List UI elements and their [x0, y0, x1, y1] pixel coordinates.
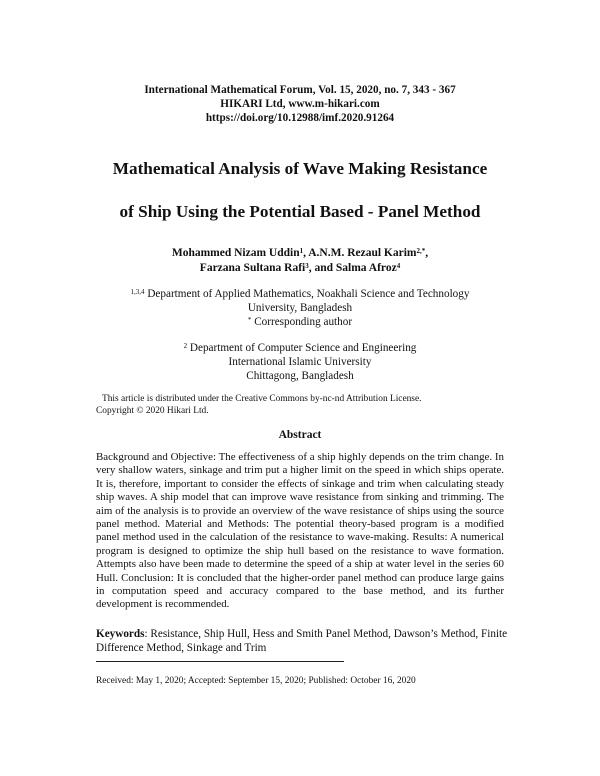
abstract-bg-text: : The effectiveness of a ship highly depends on the trim change. In very shallow waters, sinkage and trim put a higher limit on the speed in which ships operate. It is, therefore, important to consider the effects of sinkage and trim when calculating steady ship waves. A ship model that can improve wave resistance from sinking and trimming. The aim of the analysis is to provide an overview of the wave resistance of ships using the source panel method. Material and Methods — [96, 451, 504, 531]
abstract-results-text: : A numerical program is designed to optimize the ship hull based on the resistance to wave formation. Attempts also have been made to determine the speed of a ship at water level in the series 60 Hull. Conclusion — [96, 531, 504, 584]
affiliation-1-university: University, Bangladesh — [247, 302, 353, 314]
affiliation-2-line-1 — [0, 341, 600, 355]
affiliation-1-line-1 — [0, 287, 600, 301]
abstract-heading: Abstract — [278, 429, 322, 441]
corresponding-author-label: Corresponding author — [251, 316, 353, 328]
affiliation-2-dept: Department of Computer Science and Engineering — [187, 342, 417, 354]
author-name: Mohammed Nizam Uddin — [171, 247, 300, 259]
affiliation-2-location: Chittagong, Bangladesh — [246, 370, 354, 382]
affiliation-sup: 2 — [183, 342, 188, 350]
keywords-text: : Resistance, Ship Hull, Hess and Smith Panel Method, Dawson’s Method, Finite Difference Method, Sinkage and Trim — [96, 628, 508, 654]
license-text: This article is distributed under the Creative Commons by-nc-nd Attribution License. — [102, 394, 422, 404]
received-dates: Received: May 1, 2020; Accepted: September 15, 2020; Published: October 16, 2020 — [96, 676, 416, 686]
author-name: , A.N.M. Rezaul Karim — [303, 247, 417, 259]
author-name: , and Salma Afroz — [308, 262, 397, 274]
affiliation-1 — [0, 287, 600, 329]
author-separator: , — [425, 247, 429, 259]
abstract-body — [96, 451, 504, 612]
paper-title-line-2: of Ship Using the Potential Based - Panel Method — [119, 202, 481, 221]
footnote-divider — [96, 661, 344, 662]
author-line-2 — [0, 261, 600, 276]
affiliation-2-university: International Islamic University — [228, 356, 372, 368]
author-affil-sup: 1 — [299, 247, 304, 255]
abstract-methods-text: : The potential theory-based program is a modified panel method used in the calculation of the resistance to wave-making. Results — [96, 518, 504, 544]
journal-header — [0, 83, 600, 125]
keywords — [96, 627, 508, 655]
publisher-line: HIKARI Ltd, www.m-hikari.com — [220, 98, 380, 110]
journal-citation: International Mathematical Forum, Vol. 15, 2020, no. 7, 343 - 367 — [144, 84, 456, 96]
doi-link[interactable]: https://doi.org/10.12988/imf.2020.91264 — [205, 112, 395, 124]
corresponding-sup: * — [247, 316, 252, 324]
paper-title-line-1: Mathematical Analysis of Wave Making Resistance — [112, 159, 488, 178]
abstract-bg-label: Background and Objective — [96, 451, 213, 463]
author-affil-sup: 2,* — [416, 247, 426, 255]
copyright-text: Copyright © 2020 Hikari Ltd. — [96, 406, 209, 416]
corresponding-author-note — [0, 315, 600, 329]
author-affil-sup: 4 — [396, 262, 401, 270]
affiliation-sup: 1,3,4 — [130, 288, 145, 296]
affiliation-1-dept: Department of Applied Mathematics, Noakhali Science and Technology — [144, 288, 470, 300]
author-name: Farzana Sultana Rafi — [199, 262, 306, 274]
abstract-conclusion-text: : It is concluded that the higher-order panel method can produce large gains in computation speed and accuracy compared to the base method, and its further development is recommended. — [96, 571, 504, 611]
license-note — [96, 393, 516, 417]
keywords-label: Keywords — [96, 628, 145, 640]
affiliation-2 — [0, 341, 600, 383]
author-line-1 — [0, 246, 600, 261]
author-affil-sup: 3 — [305, 262, 309, 270]
author-list — [0, 246, 600, 276]
